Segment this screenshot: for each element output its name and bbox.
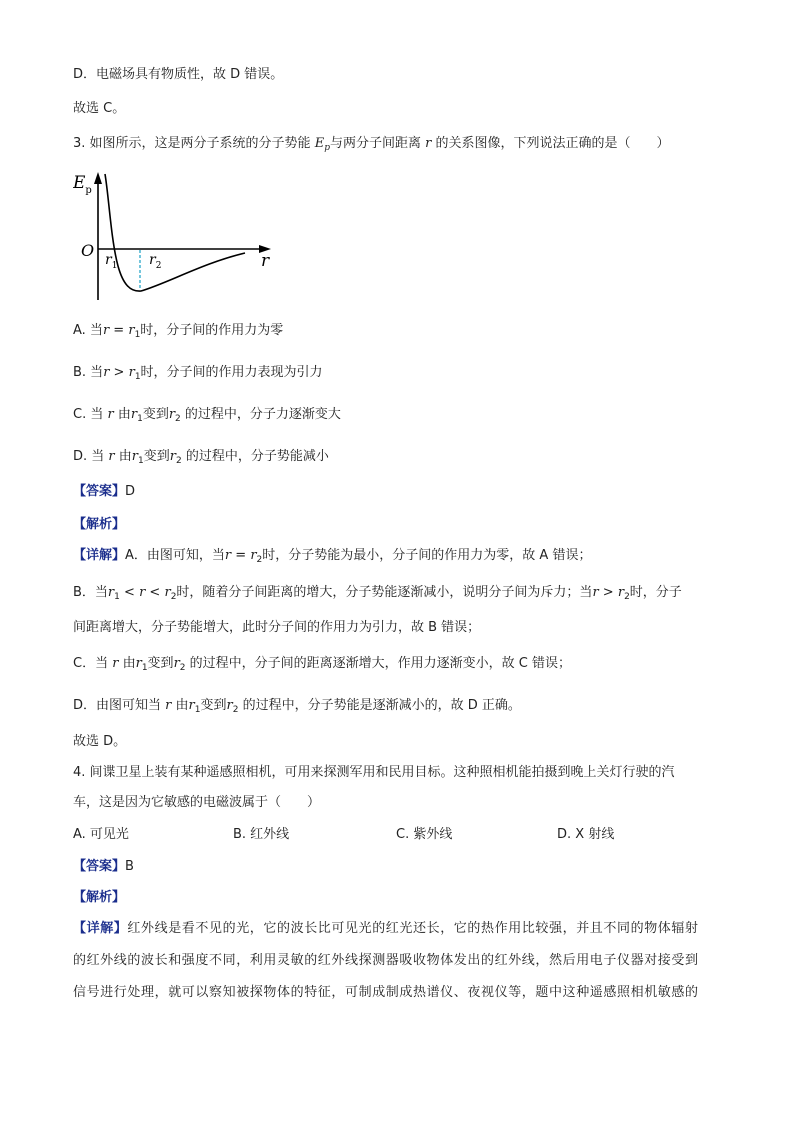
question-3-stem: [73, 135, 669, 157]
q4-option-a: A. 可见光: [73, 827, 129, 842]
q3-option-c: C. 当 r 由$r_1$变到$r_2$ 的过程中，分子力逐渐变大: [73, 407, 341, 424]
explanation-4-line-3: 信号进行处理，就可以察知被探物体的特征，可制成制成热谱仪、夜视仪等，题中这种遥感照相机敏感的: [73, 985, 699, 1000]
choose-line: 故选 C。: [73, 101, 126, 116]
x-axis-label: r: [261, 251, 270, 271]
q4-option-d: D. X 射线: [557, 827, 615, 842]
q3-text-a: 3. 如图所示，这是两分子系统的分子势能: [73, 136, 311, 151]
explanation-3-d: D．由图可知当 r 由$r_1$变到$r_2$ 的过程中，分子势能是逐渐减小的，故 D 正确。: [73, 698, 521, 715]
q4-option-c: C. 紫外线: [396, 827, 453, 842]
r2-label: $r_2$: [149, 252, 162, 271]
q3-option-b: B. 当$r > r_1$时，分子间的作用力表现为引力: [73, 365, 323, 382]
answer-3: 【答案】D: [73, 484, 136, 499]
analysis-4-label: 【解析】: [73, 890, 126, 905]
question-4-line-2: 车，这是因为它敏感的电磁波属于（ ）: [73, 795, 321, 810]
explanation-3-c: C．当 r 由$r_1$变到$r_2$ 的过程中，分子间的距离逐渐增大，作用力逐渐变小，故 C 错误；: [73, 656, 571, 673]
q3-option-d: D. 当 r 由$r_1$变到$r_2$ 的过程中，分子势能减小: [73, 449, 329, 466]
explanation-4-line-1: 【详解】红外线是看不见的光，它的波长比可见光的红光还长，它的热作用比较强，并且不同的物体辐射: [73, 921, 699, 936]
r-symbol: r: [425, 136, 432, 151]
explanation-line-d: D．电磁场具有物质性，故 D 错误。: [73, 67, 284, 82]
analysis-3-label: 【解析】: [73, 517, 126, 532]
explanation-3-b: B．当$r_1 < r < r_2$时，随着分子间距离的增大，分子势能逐渐减小，说明分子间为斥力；当$r > r_2$时，分子: [73, 585, 682, 602]
explanation-3-a: 【详解】A．由图可知，当$r = r_2$时，分子势能为最小，分子间的作用力为零，故 A 错误；: [73, 548, 592, 565]
explanation-4-line-2: 的红外线的波长和强度不同，利用灵敏的红外线探测器吸收物体发出的红外线，然后用电子仪器对接受到: [73, 953, 699, 968]
answer-4: 【答案】B: [73, 859, 134, 874]
question-4-line-1: 4. 间谍卫星上装有某种遥感照相机，可用来探测军用和民用目标。这种照相机能拍摄到晚上关灯行驶的汽: [73, 765, 675, 780]
q3-option-a: A. 当$r = r_1$时，分子间的作用力为零: [73, 323, 284, 340]
potential-energy-graph: [73, 168, 283, 308]
potential-curve: [105, 174, 245, 291]
ep-symbol: $E_p$: [314, 136, 330, 153]
q3-text-b: 与两分子间距离: [329, 136, 421, 151]
q4-option-b: B. 红外线: [233, 827, 290, 842]
explanation-3-b-cont: 间距离增大，分子势能增大，此时分子间的作用力为引力，故 B 错误；: [73, 620, 481, 635]
y-axis-label: $E_p$: [73, 173, 92, 196]
r1-label: $r_1$: [105, 252, 118, 271]
choose-d-line: 故选 D。: [73, 734, 127, 749]
y-axis-arrow: [94, 172, 102, 184]
origin-label: O: [81, 241, 95, 260]
q3-text-c: 的关系图像，下列说法正确的是（ ）: [435, 136, 670, 151]
